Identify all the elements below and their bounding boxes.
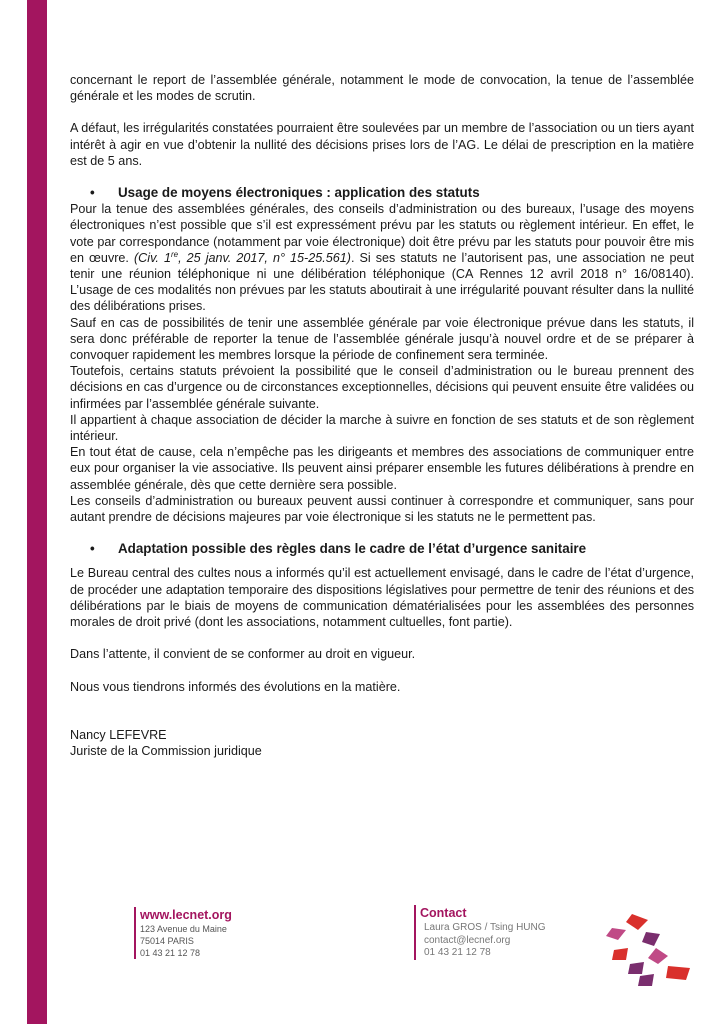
paragraph-evolutions: Nous vous tiendrons informés des évolutions en la matière. — [70, 679, 401, 694]
paragraph-report-conseil: Sauf en cas de possibilités de tenir une assemblée générale par voie électronique prévue dans les statuts, il sera donc préférable de reporter la tenue de l’assemblée générale jusqu’à nouvel ordre et de se préparer à convoquer rapidement les membres lorsque la période de confinement sera terminée. — [70, 315, 694, 363]
section-heading-adaptation — [70, 541, 694, 557]
citation — [134, 251, 351, 265]
logo-shape-red — [626, 914, 648, 930]
paragraph-report-ag: concernant le report de l’assemblée générale, notamment le mode de convocation, la tenue de l’assemblée générale et les modes de scrutin. — [70, 73, 694, 104]
footer-address-block — [134, 907, 320, 959]
phone-number: 01 43 21 12 78 — [140, 948, 201, 958]
lecnef-logo-icon — [604, 914, 694, 994]
contact-title: Contact — [420, 906, 467, 920]
logo-shape-red — [666, 966, 690, 980]
address-city: 75014 PARIS — [140, 936, 194, 946]
footer-contact-block — [414, 905, 600, 960]
paragraph-text: . Si ses statuts ne l’autorisent pas, une association ne peut tenir une réunion téléphonique ni une délibération téléphonique (CA Rennes 12 avril 2018 n° 16/08140). L’usage de ces modalités non prévues par les statuts aboutirait à une irrégularité pouvant résulter dans la nullité des délibérations prises. — [70, 250, 694, 314]
contact-email[interactable]: contact@lecnef.org — [424, 934, 511, 946]
bullet: • — [90, 185, 95, 201]
logo-shape-red — [612, 948, 628, 960]
paragraph-marche-a-suivre: Il appartient à chaque association de décider la marche à suivre en fonction de ses statuts et de son règlement intérieur. — [70, 412, 694, 444]
citation-part: , 25 janv. 2017, n° 15-25.561) — [178, 250, 351, 265]
bullet: • — [90, 541, 95, 557]
left-accent-bar — [27, 0, 47, 1024]
citation-sup: re — [170, 249, 179, 259]
website-link[interactable]: www.lecnet.org — [140, 908, 232, 922]
paragraph-irregularites: A défaut, les irrégularités constatées pourraient être soulevées par un membre de l’association ou un tiers ayant intérêt à agir en vue d’obtenir la nullité des décisions prises lors de l’AG. Le délai de prescription en la matière est de 5 ans. — [70, 121, 694, 168]
logo-shape-pink — [606, 928, 626, 940]
paragraph-urgence: Toutefois, certains statuts prévoient la possibilité que le conseil d’administration ou le bureau prennent des décisions en cas d’urgence ou de circonstances exceptionnelles, décisions qui peuvent ensuite être validées ou infirmées par l’assemblée générale suivante. — [70, 364, 694, 411]
section-heading-electroniques — [70, 185, 694, 201]
paragraph-attente: Dans l’attente, il convient de se conformer au droit en vigueur. — [70, 647, 416, 662]
paragraph-communiquer: En tout état de cause, cela n’empêche pas les dirigeants et membres des associations de communiquer entre eux pour organiser la vie associative. Ils peuvent ainsi préparer ensemble les futures délibérations à prendre en assemblée générale, dès que cette dernière sera possible. — [70, 445, 694, 492]
paragraph-usage-electronique — [70, 201, 694, 314]
paragraph-bureau-central: Le Bureau central des cultes nous a informés qu’il est actuellement envisagé, dans le cadre de l’état d’urgence, de procéder une adaptation temporaire des dispositions législatives pour permettre de tenir des réunions et des délibérations par le biais de moyens de communication dématérialisées pour les assemblées des personnes morales de droit privé (dont les associations, notamment cultuelles, font partie). — [70, 566, 694, 630]
document-body — [70, 72, 694, 759]
logo-shape-purple — [638, 974, 654, 986]
signature-name: Nancy LEFEVRE — [70, 727, 167, 742]
paragraph-text: Pour la tenue des assemblées générales, des conseils d’administration ou des bureaux, l’usage des moyens électroniques n’est possible que s’il est expressément prévu par les statuts ou règlement intérieur. En effet, le vote par correspondance (notamment par voie électronique) doit être prévu par les statuts pour pouvoir être mis en œuvre. — [70, 202, 694, 265]
contact-phone: 01 43 21 12 78 — [424, 947, 491, 958]
paragraph-conseils: Les conseils d’administration ou bureaux peuvent aussi continuer à correspondre et communiquer, sans pour autant prendre de décisions majeures par voie électronique si les statuts ne le permettent pas. — [70, 493, 694, 525]
logo-shape-pink — [648, 948, 668, 964]
logo-shape-purple — [642, 932, 660, 946]
signature-block — [70, 727, 694, 759]
signature-role: Juriste de la Commission juridique — [70, 743, 262, 758]
section-title: Usage de moyens électroniques : application des statuts — [118, 185, 480, 201]
section-title: Adaptation possible des règles dans le cadre de l’état d’urgence sanitaire — [118, 541, 587, 557]
citation-part: (Civ. 1 — [133, 250, 171, 265]
logo-shape-purple — [628, 962, 644, 974]
address-street: 123 Avenue du Maine — [140, 924, 227, 934]
contact-names: Laura GROS / Tsing HUNG — [424, 922, 546, 933]
